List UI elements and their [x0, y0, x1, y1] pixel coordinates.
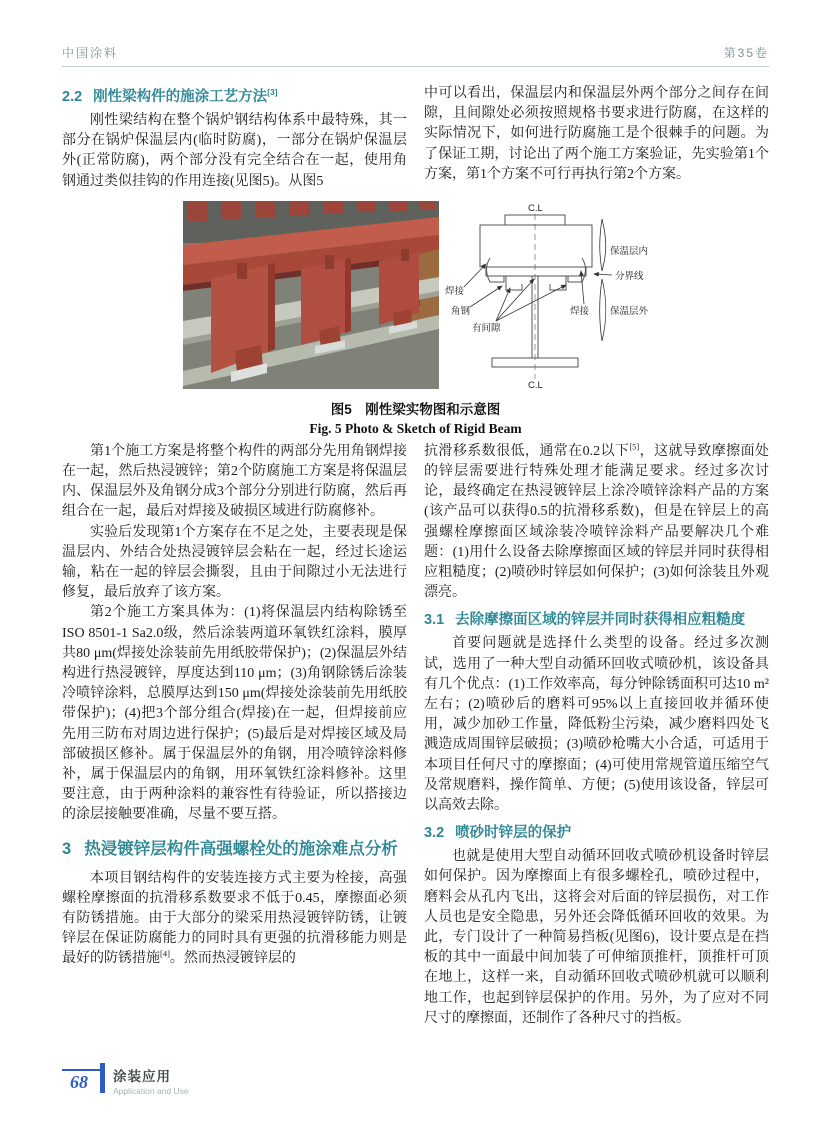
paragraph: 本项目钢结构件的安装连接方式主要为栓接，高强螺栓摩擦面的抗滑移系数要求不低于0.45，摩擦面必须有防锈措施。由于大部分的梁采用热浸镀锌防锈，让镀锌层在保证防腐能力的同时具有更强的抗滑移能力则是最好的防锈措施[4]。然而热浸镀锌层的 — [62, 870, 407, 967]
section-number: 3.2 — [424, 825, 445, 842]
section-heading-3-2 — [424, 821, 769, 842]
figure-5 — [62, 201, 769, 437]
left-column-top — [62, 84, 407, 192]
footer-section-en: Application and Use — [113, 1086, 189, 1096]
paragraph: 抗滑移系数很低，通常在0.2以下[5]，这就导致摩擦面处的锌层需要进行特殊处理才能满足要求。经过多次讨论，最终确定在热浸镀锌层上涂冷喷锌涂料产品的方案(该产品可以获得0.5的抗滑移系数)，但是在锌层上的高强螺栓摩擦面区域涂装冷喷锌涂料产品要解决几个难题：(1)用什么设备去除摩擦面区域的锌层并同时获得相应粗糙度；(2)喷砂时锌层如何保护；(3)如何涂装且外观漂亮。 — [424, 441, 770, 601]
journal-title: 中国涂料 — [62, 46, 119, 60]
paragraph: 也就是使用大型自动循环回收式喷砂机设备时锌层如何保护。因为摩擦面上有很多螺栓孔，喷砂过程中，磨料会从孔内飞出，这将会对后面的锌层损伤，对工作人员也是安全隐患，另外还会降低循环回收的效果。为此，专门设计了一种简易挡板(见图6)，设计要点是在挡板的其中一面最中间加装了可伸缩顶推杆，顶推杆可顶在地上，这样一来，自动循环回收式喷砂机就可以顺利地工作，也起到锌层保护的作用。另外，为了应对不同尺寸的摩擦面，还制作了各种尺寸的挡板。 — [424, 849, 769, 1026]
footer-section-zh: 涂装应用 — [113, 1069, 171, 1084]
paragraph: 中可以看出，保温层内和保温层外两个部分之间存在间隙，且间隙处必须按照规格书要求进行防腐，在这样的实际情况下，如何进行防腐施工是个很棘手的问题。为了保证工期，讨论出了两个施工方案验证，先实验第1个方案，第1个方案不可行再执行第2个方案。 — [424, 86, 769, 182]
page-header — [62, 44, 769, 67]
paragraph: 刚性梁结构在整个锅炉钢结构体系中最特殊，其一部分在锅炉保温层内(临时防腐)，一部分在锅炉保温层外(正常防腐)，两个部分没有完全结合在一起，使用角钢通过类似挂钩的作用连接(见图5)。从图5 — [62, 113, 407, 189]
paragraph: 首要问题就是选择什么类型的设备。经过多次测试，选用了一种大型自动循环回收式喷砂机，该设备具有几个优点：(1)工作效率高，每分钟除锈面积可达10 m²左右；(2)喷砂后的磨料可95%以上直接回收并循环使用，减少加砂工作量，降低粉尘污染，减少磨料四处飞溅造成周围锌层破损；(3)喷砂枪嘴大小合适，可适用于本项目任何尺寸的摩擦面；(4)可使用常规管道压缩空气及常规磨料，操作简单、方便；(5)使用该设备，锌层可以高效去除。 — [424, 636, 769, 814]
footer-section — [113, 1063, 189, 1096]
citation-ref-3: [3] — [267, 87, 278, 98]
paragraph: 第2个施工方案具体为：(1)将保温层内结构除锈至ISO 8501-1 Sa2.0级，然后涂装两道环氧铁红涂料，膜厚共80 μm(焊接处涂装前先用纸胶带保护)；(2)保温层外结构进行热浸镀锌，厚度达到110 μm；(3)角钢除锈后涂装冷喷锌涂料，总膜厚达到150 μm(焊接处涂装前先用纸胶带保护)；(4)把3个部分组合(焊接)在一起，但焊接前应先用三防布对周边进行保护；(5)最后是对焊接区域及局部破损区修补。属于保温层外的角钢，用冷喷锌涂料修补，属于保温层内的角钢，用环氧铁红涂料修补。这里要注意，由于两种涂料的兼容性有待验证，所以搭接边的涂层接触要准确，尽量不要互搭。 — [62, 605, 407, 823]
right-column-top — [424, 84, 769, 192]
sketch-label-angle-steel: 角钢 — [451, 305, 471, 317]
section-number: 3 — [62, 839, 72, 858]
section-title: 热浸镀锌层构件高强螺栓处的施涂难点分析 — [84, 839, 398, 858]
citation-ref-5: [5] — [629, 441, 640, 452]
sketch-label-cl-bottom: C.L — [528, 379, 543, 389]
figure-images — [62, 201, 769, 389]
section-heading-2-2 — [62, 85, 407, 106]
paragraph: 实验后发现第1个方案存在不足之处，主要表现是保温层内、外结合处热浸镀锌层会粘在一起，经过长途运输，粘在一起的锌层会撕裂，且由于间隙过小无法进行修复，最后放弃了该方案。 — [62, 524, 407, 601]
paragraph: 第1个施工方案是将整个构件的两部分先用角钢焊接在一起，然后热浸镀锌；第2个防腐施工方案是将保温层内、保温层外及角钢分成3个部分分别进行防腐，然后再组合在一起，最后对焊接及破损区域进行防腐修补。 — [62, 443, 407, 520]
sketch-label-inside: 保温层内 — [610, 245, 648, 257]
section-number: 2.2 — [62, 89, 83, 105]
sketch-label-cl-top: C.L — [528, 202, 543, 214]
row-above-figure — [62, 84, 769, 192]
section-title: 去除摩擦面区域的锌层并同时获得相应粗糙度 — [455, 612, 746, 629]
sketch-label-weld-left: 焊接 — [445, 285, 465, 297]
page-footer — [62, 1063, 189, 1096]
rigid-beam-photo — [183, 201, 439, 389]
section-number: 3.1 — [424, 612, 445, 629]
sketch-label-boundary: 分界线 — [615, 270, 644, 282]
right-column-bottom — [424, 442, 769, 1029]
section-heading-3 — [62, 838, 407, 862]
section-title: 刚性梁构件的施涂工艺方法[3] — [93, 87, 278, 105]
section-heading-3-1 — [424, 608, 769, 629]
citation-ref-4: [4] — [160, 948, 170, 959]
figure-caption-zh: 图5 刚性梁实物图和示意图 — [330, 401, 501, 417]
page-number: 68 — [62, 1069, 100, 1093]
sketch-label-outside: 保温层外 — [610, 305, 648, 317]
page-content — [62, 84, 769, 1029]
sketch-label-gap: 有间隙 — [472, 322, 501, 334]
footer-divider-bar — [100, 1063, 105, 1093]
left-column-bottom — [62, 442, 407, 1029]
figure-caption-en: Fig. 5 Photo & Sketch of Rigid Beam — [309, 420, 522, 436]
sketch-label-weld-right: 焊接 — [570, 305, 590, 317]
row-below-figure — [62, 442, 769, 1029]
rigid-beam-sketch — [442, 201, 648, 389]
volume-label: 第35卷 — [723, 46, 769, 60]
section-title: 喷砂时锌层的保护 — [455, 825, 572, 842]
